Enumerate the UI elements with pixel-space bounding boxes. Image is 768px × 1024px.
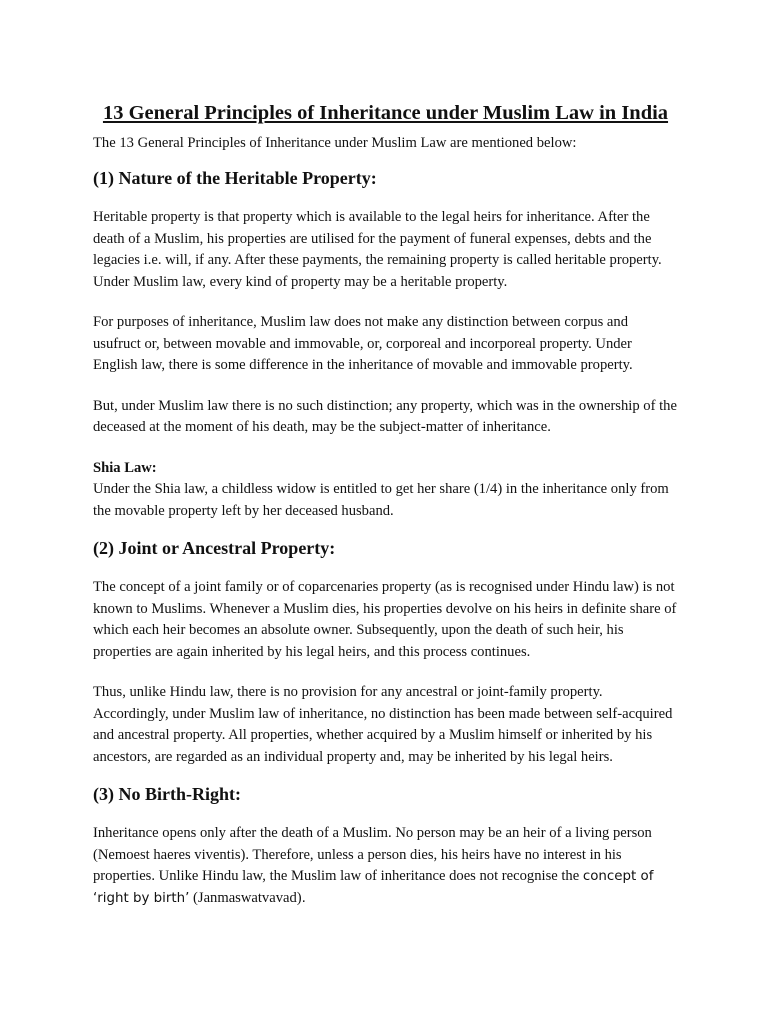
section-heading-heritable-property: (1) Nature of the Heritable Property:: [93, 168, 377, 188]
section-heading-no-birth-right: (3) No Birth-Right:: [93, 784, 241, 804]
section-3-paragraph-tail-end: .: [301, 890, 306, 906]
intro-text: The 13 General Principles of Inheritance under Muslim Law are mentioned below:: [93, 135, 577, 151]
document-page: [93, 100, 678, 909]
section-1-paragraph-2: For purposes of inheritance, Muslim law does not make any distinction between corpus and usufruct or, between movable and immovable, or, corporeal and incorporeal property. Under English law, there is some difference in the inheritance of movable and immovable property.: [93, 314, 633, 373]
section-3-paragraph-tail-serif: (Janmaswatvavad): [189, 889, 302, 906]
subheading-shia-law: Shia Law:: [93, 459, 157, 476]
section-3-paragraph-main: Inheritance opens only after the death of a Muslim. No person may be an heir of a living person (Nemoest haeres viventis). Therefore, unless a person dies, his heirs have no interest in his properties. Unlike Hindu law, the Muslim law of inheritance does not recognise the: [93, 825, 652, 884]
section-2-paragraph-1: The concept of a joint family or of coparcenaries property (as is recognised under Hindu law) is not known to Muslims. Whenever a Muslim dies, his properties devolve on his heirs in definite share of which each heir becomes an absolute owner. Subsequently, upon the death of such heir, his properties are again inherited by his legal heirs, and this process continues.: [93, 579, 677, 660]
section-heading-joint-ancestral-property: (2) Joint or Ancestral Property:: [93, 538, 336, 558]
section-1-paragraph-3: But, under Muslim law there is no such distinction; any property, which was in the ownership of the deceased at the moment of his death, may be the subject-matter of inheritance.: [93, 397, 677, 435]
section-2-paragraph-2: Thus, unlike Hindu law, there is no provision for any ancestral or joint-family property. Accordingly, under Muslim law of inheritance, no distinction has been made between self-acquired and ancestral property. All properties, whether acquired by a Muslim himself or inherited by his ancestors, are regarded as an individual property and, may be inherited by his legal heirs.: [93, 684, 673, 765]
shia-law-paragraph: Under the Shia law, a childless widow is entitled to get her share (1/4) in the inheritance only from the movable property left by her deceased husband.: [93, 481, 669, 519]
section-3-paragraph-tail-sans: concept of ‘right by birth’: [93, 869, 654, 906]
section-3-paragraph-1: [93, 823, 678, 909]
document-title: 13 General Principles of Inheritance under Muslim Law in India: [102, 102, 669, 124]
section-1-paragraph-1: Heritable property is that property which is available to the legal heirs for inheritance. After the death of a Muslim, his properties are utilised for the payment of funeral expenses, debts and the legacies i.e. will, if any. After these payments, the remaining property is called heritable property. Under Muslim law, every kind of property may be a heritable property.: [93, 209, 662, 290]
